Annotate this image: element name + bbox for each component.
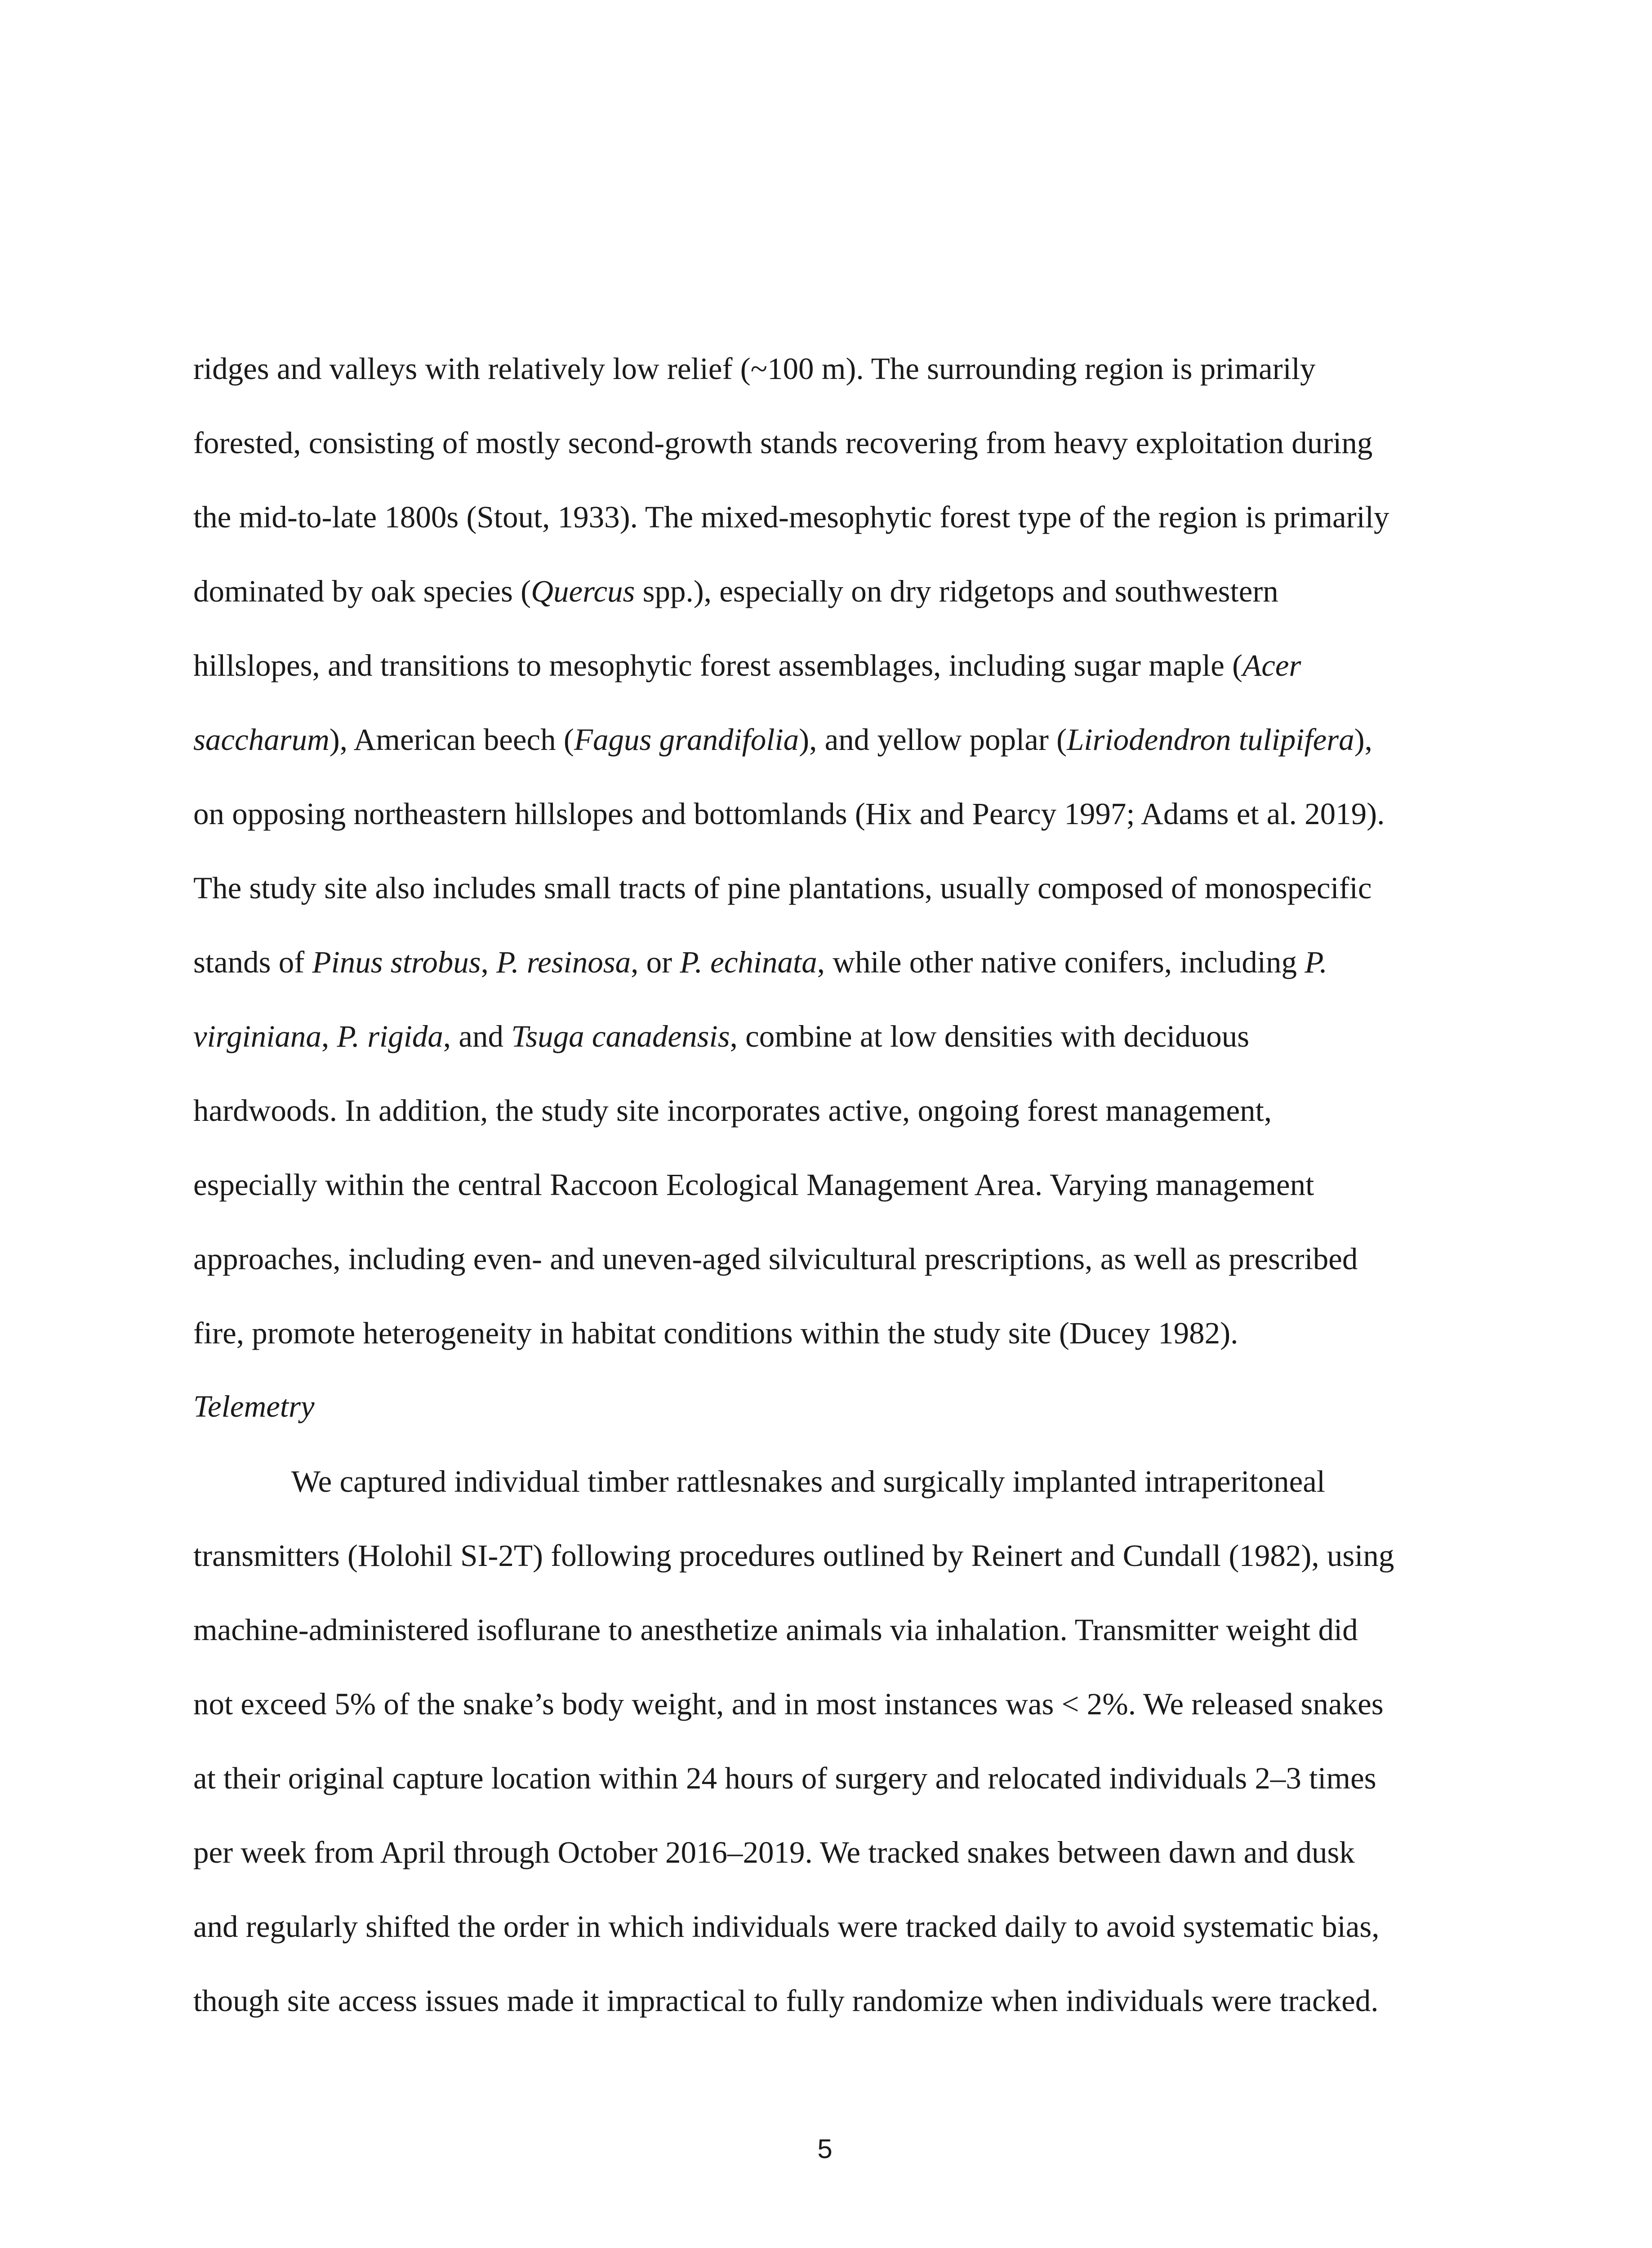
italic-text: P. rigida [337,1019,443,1053]
text-segment: ), American beech ( [329,723,574,757]
text-line [193,861,1371,915]
italic-text: saccharum [193,723,330,757]
text-line [193,1232,1358,1286]
text-line [291,1454,1325,1508]
text-line [193,1974,1379,2028]
text-segment: ), and yellow poplar ( [799,723,1067,757]
text-line [193,564,1278,618]
text-line [193,490,1389,544]
text-line [193,787,1385,841]
text-line [193,416,1372,470]
text-segment: though site access issues made it impractical to fully randomize when individuals were tracked. [193,1984,1379,2018]
italic-text: Fagus grandifolia [574,723,799,757]
text-segment: transmitters (Holohil SI-2T) following procedures outlined by Reinert and Cundall (1982), using [193,1539,1394,1573]
text-segment: at their original capture location within 24 hours of surgery and relocated individuals 2–3 times [193,1761,1376,1795]
italic-text: P. echinata [680,945,817,979]
text-segment: , combine at low densities with deciduous [730,1019,1250,1053]
text-segment: not exceed 5% of the snake’s body weight, and in most instances was < 2%. We released snakes [193,1687,1384,1721]
text-segment: hardwoods. In addition, the study site incorporates active, ongoing forest management, [193,1093,1272,1128]
text-segment: fire, promote heterogeneity in habitat conditions within the study site (Ducey 1982). [193,1316,1238,1350]
italic-text: Telemetry [193,1389,315,1423]
text-segment: dominated by oak species ( [193,574,531,608]
section-heading [193,1379,315,1433]
text-line [193,1751,1376,1805]
text-line [193,1306,1238,1360]
text-segment: on opposing northeastern hillslopes and bottomlands (Hix and Pearcy 1997; Adams et al. 2019). [193,797,1385,831]
italic-text: Quercus [531,574,635,608]
text-line [193,1900,1379,1954]
text-segment: machine-administered isoflurane to anesthetize animals via inhalation. Transmitter weight did [193,1613,1358,1647]
text-segment: spp.), especially on dry ridgetops and southwestern [635,574,1278,608]
text-line [193,342,1315,396]
text-segment: forested, consisting of mostly second-growth stands recovering from heavy exploitation during [193,426,1373,460]
text-line [193,1825,1355,1879]
text-segment: We captured individual timber rattlesnakes and surgically implanted intraperitoneal [291,1464,1326,1499]
italic-text: Liriodendron tulipifera [1067,723,1354,757]
text-line [193,1529,1394,1583]
text-line [193,713,1372,767]
text-segment: ridges and valleys with relatively low relief (~100 m). The surrounding region is primarily [193,352,1316,386]
text-segment: and regularly shifted the order in which individuals were tracked daily to avoid systematic bias, [193,1909,1380,1944]
text-segment: , and [443,1019,512,1053]
text-segment: , [481,945,497,979]
italic-text: P. [1305,945,1327,979]
page-number: 5 [817,2134,833,2164]
text-segment: ), [1354,723,1372,757]
text-segment: approaches, including even- and uneven-aged silvicultural prescriptions, as well as prescribed [193,1242,1358,1276]
text-line [193,1084,1272,1137]
text-segment: , while other native conifers, including [817,945,1305,979]
text-line [193,1603,1358,1657]
text-line [193,1677,1384,1731]
italic-text: Acer [1242,648,1301,682]
text-line [193,638,1301,692]
text-segment: The study site also includes small tracts of pine plantations, usually composed of monospecific [193,871,1372,905]
text-line [193,1009,1249,1063]
italic-text: P. resinosa [496,945,631,979]
text-segment: especially within the central Raccoon Ecological Management Area. Varying management [193,1168,1314,1202]
text-segment: stands of [193,945,312,979]
text-line [193,1158,1314,1212]
text-segment: , or [631,945,680,979]
italic-text: virginiana [193,1019,321,1053]
italic-text: Tsuga canadensis [511,1019,730,1053]
text-segment: , [321,1019,337,1053]
text-segment: hillslopes, and transitions to mesophytic forest assemblages, including sugar maple ( [193,648,1243,682]
text-segment: the mid-to-late 1800s (Stout, 1933). The mixed-mesophytic forest type of the region is primarily [193,500,1389,534]
text-segment: per week from April through October 2016–2019. We tracked snakes between dawn and dusk [193,1835,1355,1869]
text-line [193,935,1327,989]
italic-text: Pinus strobus [312,945,481,979]
